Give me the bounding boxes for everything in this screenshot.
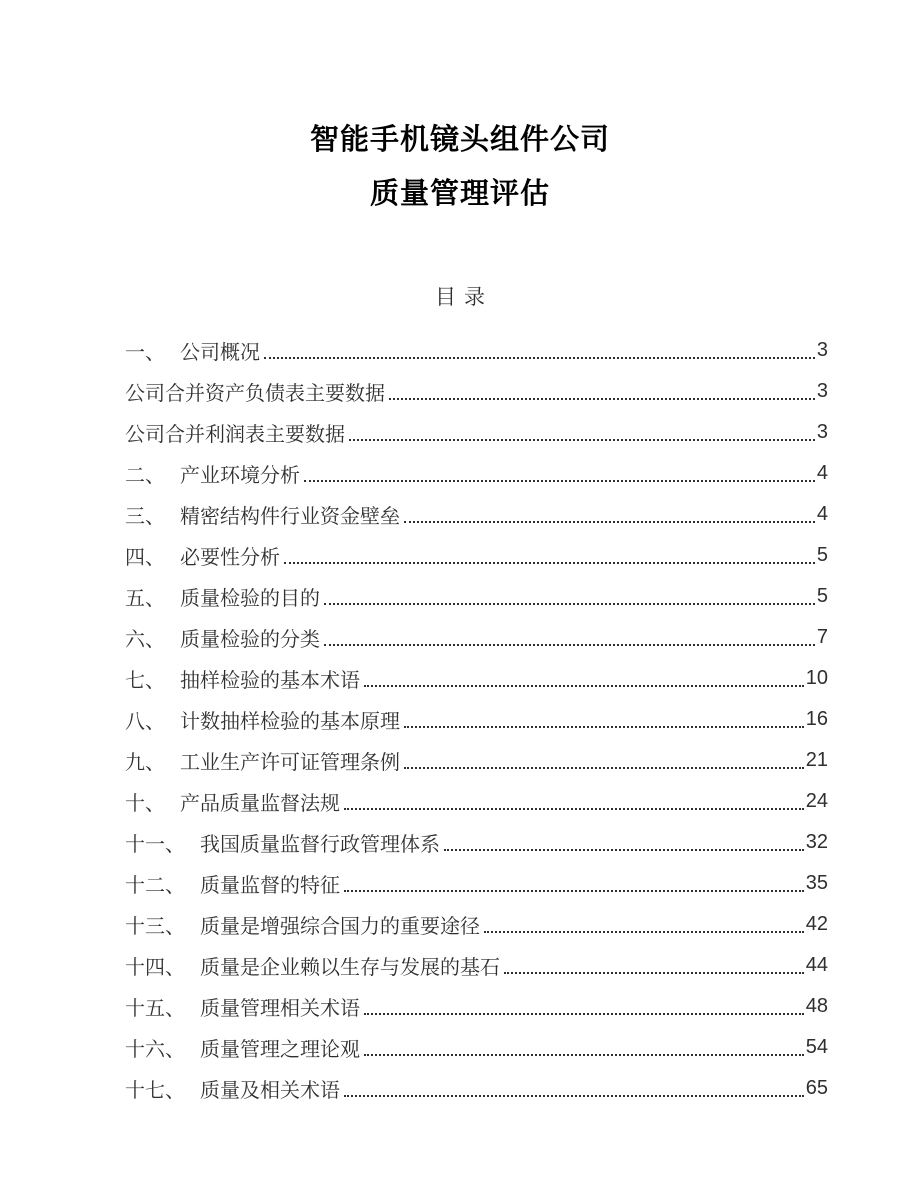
- toc-entry-number: 五、: [125, 587, 165, 610]
- toc-entry[interactable]: [125, 658, 828, 699]
- toc-entry-page-number: 3: [816, 420, 828, 443]
- dot-leader-line: [404, 726, 804, 728]
- toc-entry[interactable]: [125, 412, 828, 453]
- toc-entry[interactable]: [125, 494, 828, 535]
- toc-entry-number: 四、: [125, 546, 165, 569]
- toc-entry-title: 必要性分析: [180, 546, 280, 569]
- dot-leader-line: [324, 644, 815, 646]
- toc-entry-number: 七、: [125, 669, 165, 692]
- toc-entry-number: 二、: [125, 464, 165, 487]
- toc-heading: 目录: [435, 284, 493, 309]
- dot-leader-line: [344, 890, 804, 892]
- toc-entry[interactable]: [125, 535, 828, 576]
- toc-entry-number: 十六、: [125, 1038, 185, 1061]
- toc-entry[interactable]: [125, 1027, 828, 1068]
- toc-entry-page-number: 3: [816, 379, 828, 402]
- toc-entry-title: 公司合并资产负债表主要数据: [125, 382, 385, 405]
- toc-entry-title: 质量检验的分类: [180, 628, 320, 651]
- toc-entry-page-number: 3: [816, 338, 828, 361]
- toc-entry-page-number: 7: [816, 625, 828, 648]
- toc-entry-number: 八、: [125, 710, 165, 733]
- dot-leader-line: [504, 972, 804, 974]
- toc-entry-page-number: 32: [805, 830, 828, 853]
- dot-leader-line: [284, 562, 815, 564]
- toc-entry-page-number: 5: [816, 543, 828, 566]
- toc-entry-title: 我国质量监督行政管理体系: [200, 833, 440, 856]
- toc-entry[interactable]: [125, 699, 828, 740]
- dot-leader-line: [484, 931, 804, 933]
- toc-entry[interactable]: [125, 863, 828, 904]
- dot-leader-line: [364, 685, 804, 687]
- toc-entry-title: 公司合并利润表主要数据: [125, 423, 345, 446]
- dot-leader-line: [364, 1054, 804, 1056]
- document-title-line1: 智能手机镜头组件公司: [309, 124, 610, 156]
- toc-entry-page-number: 4: [816, 461, 828, 484]
- toc-entry-page-number: 10: [805, 666, 828, 689]
- toc-entry-title: 工业生产许可证管理条例: [180, 751, 400, 774]
- toc-entry[interactable]: [125, 945, 828, 986]
- document-title-line2: 质量管理评估: [369, 178, 550, 211]
- toc-entry-number: 十二、: [125, 874, 185, 897]
- table-of-contents: [125, 330, 828, 1109]
- toc-entry-number: 十四、: [125, 956, 185, 979]
- dot-leader-line: [404, 767, 804, 769]
- dot-leader-line: [264, 357, 815, 359]
- toc-entry-number: 十、: [125, 792, 165, 815]
- toc-entry-title: 质量检验的目的: [180, 587, 320, 610]
- toc-entry-page-number: 65: [805, 1076, 828, 1099]
- toc-entry-number: 九、: [125, 751, 165, 774]
- toc-entry[interactable]: [125, 617, 828, 658]
- toc-entry[interactable]: [125, 371, 828, 412]
- toc-entry-number: 十三、: [125, 915, 185, 938]
- toc-entry-page-number: 54: [805, 1035, 828, 1058]
- toc-entry-title: 质量是企业赖以生存与发展的基石: [200, 956, 500, 979]
- toc-entry-title: 产业环境分析: [180, 464, 300, 487]
- toc-entry-title: 质量管理之理论观: [200, 1038, 360, 1061]
- toc-entry-page-number: 48: [805, 994, 828, 1017]
- dot-leader-line: [404, 521, 815, 523]
- toc-entry-title: 抽样检验的基本术语: [180, 669, 360, 692]
- toc-entry-page-number: 24: [805, 789, 828, 812]
- toc-entry[interactable]: [125, 576, 828, 617]
- toc-entry[interactable]: [125, 822, 828, 863]
- toc-entry[interactable]: [125, 986, 828, 1027]
- toc-entry-title: 质量管理相关术语: [200, 997, 360, 1020]
- toc-entry[interactable]: [125, 781, 828, 822]
- toc-entry-number: 一、: [125, 341, 165, 364]
- toc-entry-page-number: 4: [816, 502, 828, 525]
- toc-entry-page-number: 5: [816, 584, 828, 607]
- dot-leader-line: [324, 603, 815, 605]
- toc-entry[interactable]: [125, 453, 828, 494]
- dot-leader-line: [389, 398, 815, 400]
- dot-leader-line: [364, 1013, 804, 1015]
- dot-leader-line: [444, 849, 804, 851]
- dot-leader-line: [304, 480, 815, 482]
- dot-leader-line: [349, 439, 815, 441]
- toc-entry-number: 三、: [125, 505, 165, 528]
- dot-leader-line: [344, 1095, 804, 1097]
- toc-entry-page-number: 21: [805, 748, 828, 771]
- toc-entry-page-number: 16: [805, 707, 828, 730]
- toc-entry-title: 公司概况: [180, 341, 260, 364]
- toc-entry-page-number: 44: [805, 953, 828, 976]
- toc-entry[interactable]: [125, 1068, 828, 1109]
- toc-entry-title: 精密结构件行业资金壁垒: [180, 505, 400, 528]
- toc-entry[interactable]: [125, 740, 828, 781]
- toc-entry-title: 计数抽样检验的基本原理: [180, 710, 400, 733]
- toc-entry-title: 质量及相关术语: [200, 1079, 340, 1102]
- toc-entry-number: 六、: [125, 628, 165, 651]
- toc-entry-number: 十一、: [125, 833, 185, 856]
- dot-leader-line: [344, 808, 804, 810]
- toc-entry[interactable]: [125, 904, 828, 945]
- toc-entry-title: 质量是增强综合国力的重要途径: [200, 915, 480, 938]
- toc-entry-title: 质量监督的特征: [200, 874, 340, 897]
- toc-entry-page-number: 42: [805, 912, 828, 935]
- toc-entry-number: 十五、: [125, 997, 185, 1020]
- toc-entry-number: 十七、: [125, 1079, 185, 1102]
- toc-entry-page-number: 35: [805, 871, 828, 894]
- toc-entry-title: 产品质量监督法规: [180, 792, 340, 815]
- toc-entry[interactable]: [125, 330, 828, 371]
